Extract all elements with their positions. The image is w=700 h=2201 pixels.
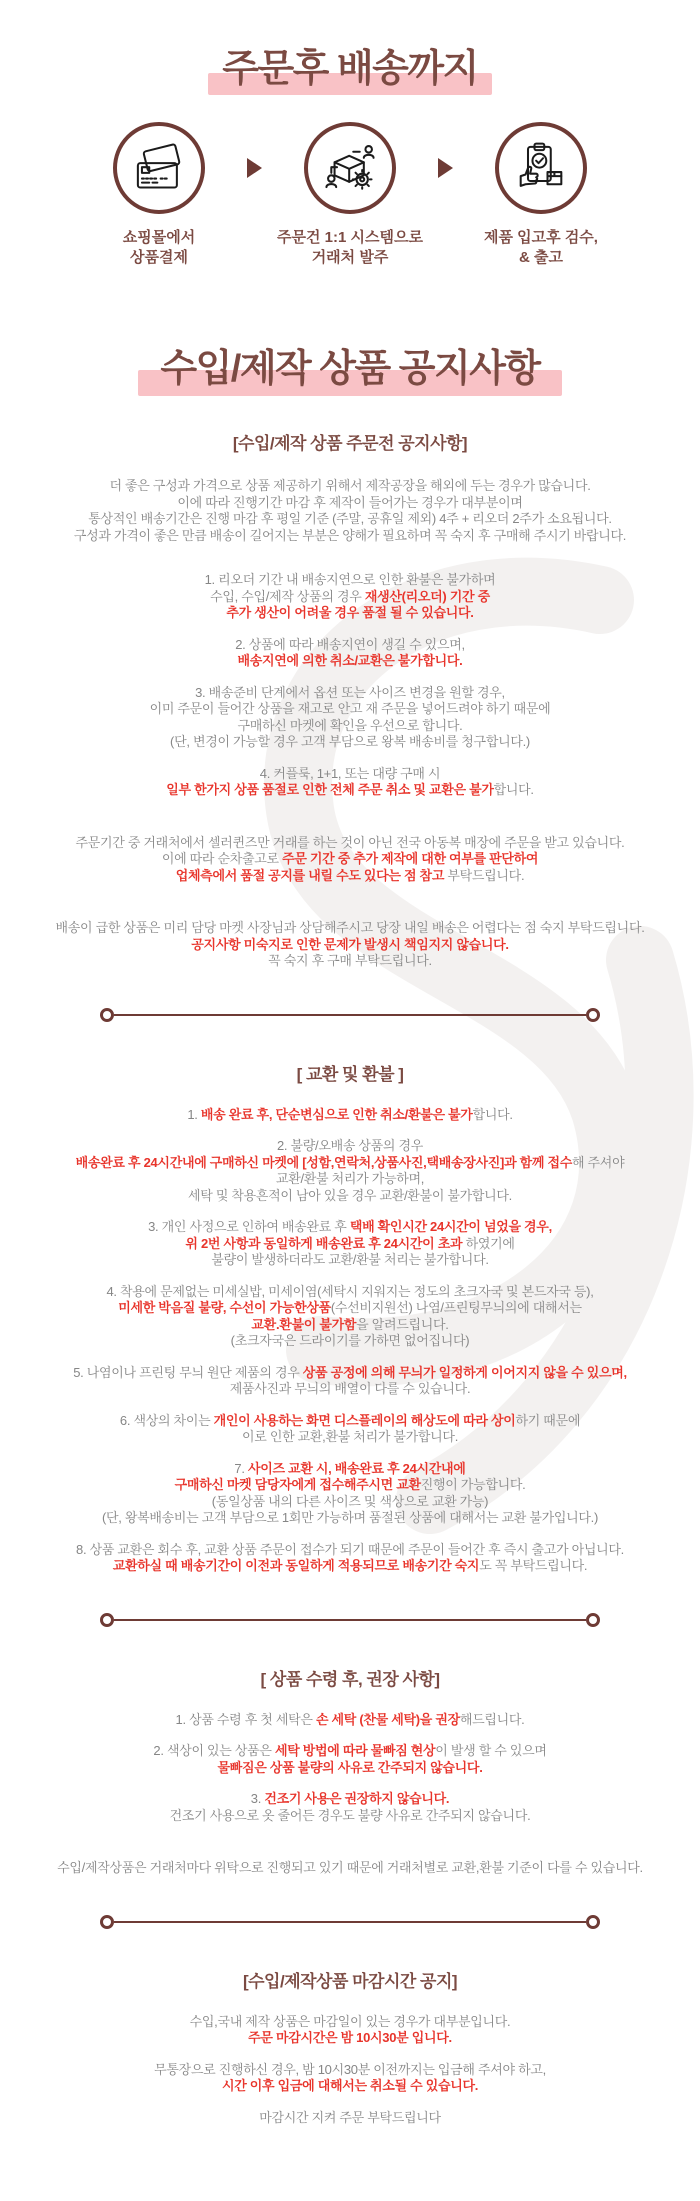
body-text: 통상적인 배송기간은 진행 마감 후 평일 기준 (주말, 공휴일 제외) 4주 + 리오더 2주가 소요됩니다. — [88, 511, 612, 527]
body-text: 이로 인한 교환,환불 처리가 불가합니다. — [242, 1429, 458, 1445]
section-heading: [ 교환 및 환불 ] — [296, 1064, 404, 1084]
notice-text-block — [20, 766, 680, 799]
emphasis-text: 택배 확인시간 24시간이 넘었을 경우, — [349, 1219, 552, 1235]
arrow-right-icon — [247, 158, 262, 178]
step-label — [484, 228, 598, 268]
emphasis-text: 교환.환불이 불가함 — [251, 1316, 357, 1332]
process-title-text: 주문후 배송까지 — [222, 48, 478, 90]
emphasis-text: 업체측에서 품절 공지를 내릴 수도 있다는 점 참고 — [175, 867, 445, 883]
body-text: 7. — [234, 1460, 248, 1476]
section-heading: [수입/제작상품 마감시간 공지] — [242, 1971, 458, 1991]
emphasis-text: 공지사항 미숙지로 인한 문제가 발생시 책임지지 않습니다. — [191, 936, 509, 952]
notice-text-block — [20, 920, 680, 970]
process-title — [222, 48, 478, 92]
body-text: 1. — [187, 1106, 201, 1122]
body-text: 구성과 가격이 좋은 만큼 배송이 길어지는 부분은 양해가 필요하며 꼭 숙지 후 구매해 주시기 바랍니다. — [73, 527, 627, 543]
notice-text-block — [20, 1413, 680, 1446]
step-label-line2: 상품결제 — [130, 248, 188, 266]
body-text: 수입, 수입/제작 상품의 경우 — [210, 588, 365, 604]
divider-line — [114, 1014, 586, 1016]
step-label — [277, 228, 423, 268]
notice-section — [20, 348, 680, 392]
body-text: 진행이 가능합니다. — [420, 1477, 526, 1493]
step-label-line2: & 출고 — [519, 248, 563, 266]
body-text: 구매하신 마켓에 확인을 우선으로 합니다. — [237, 717, 463, 733]
notice-text-block — [20, 1284, 680, 1350]
body-text: 건조기 사용으로 옷 줄어든 경우도 불량 사유로 간주되지 않습니다. — [169, 1807, 531, 1823]
notice-title-text: 수입/제작 상품 공지사항 — [160, 347, 540, 390]
emphasis-text: 세탁 방법에 따라 물빠짐 현상 — [274, 1743, 436, 1759]
section-divider — [100, 1008, 600, 1022]
body-text: (단, 변경이 가능할 경우 고객 부담으로 왕복 배송비를 청구합니다.) — [170, 734, 530, 750]
divider-ring — [586, 1613, 600, 1627]
body-text: 주문기간 중 거래처에서 셀러퀸즈만 거래를 하는 것이 아닌 전국 아동복 매장에 주문을 받고 있습니다. — [75, 834, 625, 850]
process-step-payment — [71, 122, 247, 268]
body-text: 이 발생 할 수 있으며 — [435, 1743, 547, 1759]
body-text: 하기 때문에 — [515, 1412, 581, 1428]
body-text: (동일상품 내의 다른 사이즈 및 색상으로 교환 가능) — [211, 1493, 489, 1509]
emphasis-text: 물빠짐은 상품 불량의 사유로 간주되지 않습니다. — [217, 1759, 483, 1775]
divider-ring — [586, 1008, 600, 1022]
credit-card-icon — [133, 142, 185, 194]
body-text: 이에 따라 진행기간 마감 후 제작이 들어가는 경우가 대부분이며 — [177, 494, 523, 510]
emphasis-text: 재생산(리오더) 기간 중 — [364, 588, 490, 604]
body-text: 하였기에 — [462, 1235, 515, 1251]
process-steps-row — [20, 122, 680, 268]
body-text: 불량이 발생하더라도 교환/환불 처리는 불가합니다. — [211, 1252, 489, 1268]
emphasis-text: 상품 공정에 의해 무늬가 일정하게 이어지지 않을 수 있으며, — [302, 1364, 627, 1380]
inspection-shipping-icon — [515, 142, 567, 194]
body-text: 4. 착용에 문제없는 미세실밥, 미세이염(세탁시 지워지는 정도의 초크자국 및 본드자국 등), — [106, 1283, 594, 1299]
emphasis-text: 주문 기간 중 추가 제작에 대한 여부를 판단하여 — [282, 851, 539, 867]
body-text: 부탁드립니다. — [444, 867, 525, 883]
body-text: 4. 커플룩, 1+1, 또는 대량 구매 시 — [259, 765, 441, 781]
emphasis-text: 주문 마감시간은 밤 10시30분 입니다. — [248, 2030, 452, 2046]
body-text: 3. — [250, 1791, 265, 1807]
notice-text-block — [20, 478, 680, 544]
body-text: 세탁 및 착용흔적이 남아 있을 경우 교환/환불이 불가합니다. — [188, 1187, 512, 1203]
body-text: 꼭 숙지 후 구매 부탁드립니다. — [268, 953, 432, 969]
body-text: (수선비지원선) 나염/프린팅무늬의에 대해서는 — [330, 1300, 582, 1316]
body-text: 2. 불량/오배송 상품의 경우 — [276, 1138, 424, 1154]
emphasis-text: 구매하신 마켓 담당자에게 접수해주시면 교환 — [174, 1477, 421, 1493]
body-text: 3. 배송준비 단계에서 옵션 또는 사이즈 변경을 원할 경우, — [195, 684, 505, 700]
notice-title — [160, 348, 539, 392]
notice-text-block — [20, 1138, 680, 1204]
step-label-line2: 거래처 발주 — [311, 248, 389, 266]
section-divider — [100, 1915, 600, 1929]
notice-text-block — [20, 2110, 680, 2127]
emphasis-text: 추가 생산이 어려울 경우 품절 될 수 있습니다. — [226, 605, 474, 621]
emphasis-text: 미세한 박음질 불량, 수선이 가능한상품 — [118, 1300, 331, 1316]
notice-text-block — [20, 1743, 680, 1776]
step-label — [123, 228, 195, 268]
notice-text-block — [20, 1107, 680, 1124]
body-text: 수입/제작상품은 거래처마다 위탁으로 진행되고 있기 때문에 거래처별로 교환,환불 기준이 다를 수 있습니다. — [57, 1860, 643, 1876]
notice-text-block — [20, 1712, 680, 1729]
divider-ring — [100, 1915, 114, 1929]
emphasis-text: 시간 이후 입금에 대해서는 취소될 수 있습니다. — [221, 2078, 479, 2094]
body-text: 6. 색상의 차이는 — [119, 1412, 214, 1428]
divider-line — [114, 1619, 586, 1621]
section-heading: [ 상품 수령 후, 권장 사항] — [260, 1669, 440, 1689]
body-text: 1. 리오더 기간 내 배송지연으로 인한 환불은 불가하며 — [204, 572, 496, 588]
section-divider — [100, 1613, 600, 1627]
notice-text-block — [20, 1461, 680, 1527]
body-text: 마감시간 지켜 주문 부탁드립니다 — [259, 2109, 441, 2125]
step-label-line1: 제품 입고후 검수, — [484, 228, 598, 246]
emphasis-text: 일부 한가지 상품 품절로 인한 전체 주문 취소 및 교환은 불가 — [166, 782, 494, 798]
emphasis-text: 손 세탁 (찬물 세탁)을 권장 — [315, 1711, 460, 1727]
divider-ring — [100, 1613, 114, 1627]
emphasis-text: 건조기 사용은 권장하지 않습니다. — [264, 1791, 450, 1807]
body-text: 3. 개인 사정으로 인하여 배송완료 후 — [148, 1219, 350, 1235]
process-step-inspection — [453, 122, 629, 268]
notice-text-block — [20, 1219, 680, 1269]
notice-text-block — [20, 572, 680, 622]
order-system-icon — [324, 142, 376, 194]
body-text: 해드립니다. — [459, 1711, 525, 1727]
notice-text-block — [20, 1860, 680, 1877]
emphasis-text: 위 2번 사항과 동일하게 배송완료 후 24시간이 초과 — [185, 1235, 463, 1251]
body-text: 무통장으로 진행하신 경우, 밤 10시30분 이전까지는 입금해 주셔야 하고, — [154, 2061, 546, 2077]
body-text: 8. 상품 교환은 회수 후, 교환 상품 주문이 접수가 되기 때문에 주문이 들어간 후 즉시 출고가 아닙니다. — [76, 1541, 624, 1557]
notice-text-block — [20, 685, 680, 751]
body-text: 이에 따라 순차출고로 — [161, 851, 283, 867]
body-text: 합니다. — [493, 782, 534, 798]
body-text: 배송이 급한 상품은 미리 담당 마켓 사장님과 상담해주시고 당장 내일 배송은 어렵다는 점 숙지 부탁드립니다. — [55, 920, 645, 936]
divider-line — [114, 1921, 586, 1923]
emphasis-text: 배송완료 후 24시간내에 구매하신 마켓에 [성함,연락처,상품사진,택배송장사진]과 함께 접수 — [75, 1154, 572, 1170]
body-text: 수입,국내 제작 상품은 마감일이 있는 경우가 대부분입니다. — [189, 2013, 511, 2029]
body-text: 을 알려드립니다. — [356, 1316, 449, 1332]
body-text: 해 주셔야 — [571, 1154, 625, 1170]
divider-ring — [100, 1008, 114, 1022]
emphasis-text: 개인이 사용하는 화면 디스플레이의 해상도에 따라 상이 — [213, 1412, 516, 1428]
notice-text-block — [20, 637, 680, 670]
emphasis-text: 배송 완료 후, 단순변심으로 인한 취소/환불은 불가 — [200, 1106, 473, 1122]
emphasis-text: 교환하실 때 배송기간이 이전과 동일하게 적용되므로 배송기간 숙지 — [112, 1558, 480, 1574]
body-text: 2. 상품에 따라 배송지연이 생길 수 있으며, — [235, 636, 465, 652]
body-text: 1. 상품 수령 후 첫 세탁은 — [175, 1711, 316, 1727]
body-text: 도 꼭 부탁드립니다. — [479, 1558, 588, 1574]
notice-text-block — [20, 1542, 680, 1575]
step-label-line1: 주문건 1:1 시스템으로 — [277, 228, 423, 246]
body-text: 5. 나염이나 프린팅 무늬 원단 제품의 경우 — [73, 1364, 303, 1380]
body-text: 이미 주문이 들어간 상품을 재고로 안고 재 주문을 넣어드려야 하기 때문에 — [149, 701, 551, 717]
emphasis-text: 배송지연에 의한 취소/교환은 불가합니다. — [237, 653, 463, 669]
notice-text-block — [20, 1365, 680, 1398]
step-circle — [304, 122, 396, 214]
notice-text-block — [20, 2062, 680, 2095]
process-step-order-system — [262, 122, 438, 268]
notice-blocks — [20, 429, 680, 2126]
step-circle — [113, 122, 205, 214]
body-text: (초크자국은 드라이기를 가하면 없어집니다) — [230, 1333, 470, 1349]
arrow-right-icon — [438, 158, 453, 178]
body-text: (단, 왕복배송비는 고객 부담으로 1회만 가능하며 품절된 상품에 대해서는 교환 불가입니다.) — [101, 1510, 599, 1526]
notice-text-block — [20, 835, 680, 885]
section-heading: [수입/제작 상품 주문전 공지사항] — [232, 434, 468, 454]
step-circle — [495, 122, 587, 214]
notice-text-block — [20, 2014, 680, 2047]
divider-ring — [586, 1915, 600, 1929]
body-text: 2. 색상이 있는 상품은 — [153, 1743, 275, 1759]
body-text: 교환/환불 처리가 가능하며, — [275, 1171, 425, 1187]
body-text: 더 좋은 구성과 가격으로 상품 제공하기 위해서 제작공장을 해외에 두는 경우가 많습니다. — [109, 478, 591, 494]
notice-text-block — [20, 1791, 680, 1824]
step-label-line1: 쇼핑몰에서 — [122, 228, 196, 246]
emphasis-text: 사이즈 교환 시, 배송완료 후 24시간내에 — [247, 1460, 466, 1476]
body-text: 제품사진과 무늬의 배열이 다를 수 있습니다. — [229, 1381, 471, 1397]
body-text: 합니다. — [472, 1106, 513, 1122]
process-section — [20, 48, 680, 268]
